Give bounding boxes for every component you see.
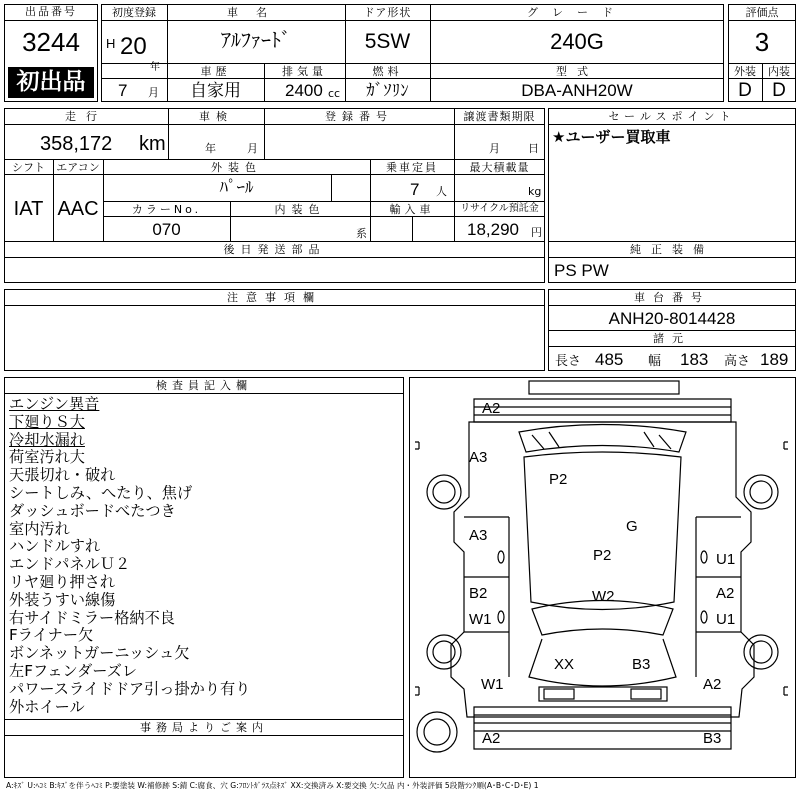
displacement-unit: cc xyxy=(328,87,341,100)
exterior-score-label: 外装 xyxy=(734,65,756,78)
damage-left-w: W1 xyxy=(469,611,492,628)
inspector-note: 荷室汚れ大 xyxy=(9,448,85,467)
inspector-note: Fライナー欠 xyxy=(9,626,94,645)
damage-left-b: B2 xyxy=(469,585,488,602)
damage-mid-left: A3 xyxy=(469,527,488,544)
import-label: 輸入車 xyxy=(389,203,435,216)
bracket-lower-left xyxy=(415,687,419,695)
exterior-score: D xyxy=(738,80,752,101)
capacity-unit: 人 xyxy=(436,185,447,198)
inspector-note: 下廻りＳ大 xyxy=(9,412,85,431)
inspector-label: 検査員記入欄 xyxy=(156,379,252,392)
max-load-unit: kg xyxy=(528,185,542,198)
inspector-note: 外装うすい線傷 xyxy=(9,590,116,609)
front-grille-right xyxy=(631,689,661,699)
wheel-front-right xyxy=(744,635,778,669)
transfer-month-unit: 月 xyxy=(489,142,500,155)
recycle-value: 18,290 xyxy=(467,220,519,239)
equipment-label: 純正装備 xyxy=(630,243,714,256)
width-label: 幅 xyxy=(648,354,662,369)
exterior-color-label: 外装色 xyxy=(211,161,262,174)
damage-front-left-w: W1 xyxy=(481,676,504,693)
deferred-parts-label: 後日発送部品 xyxy=(223,243,326,256)
damage-rear-top: A2 xyxy=(482,400,501,417)
grade-label: グレード xyxy=(527,6,627,19)
equipment-value: PS PW xyxy=(554,261,609,280)
inspector-note: リヤ廻り押され xyxy=(9,572,116,591)
spare-wheel xyxy=(417,712,457,752)
wheel-rear-right xyxy=(744,475,778,509)
sales-point-label: セールスポイント xyxy=(608,110,736,123)
inspector-note: エンジン異音 xyxy=(9,395,100,413)
inspector-note: パワースライドドア引っ掛かり有り xyxy=(9,679,251,698)
car-name-label: 車名 xyxy=(227,6,285,19)
score-label: 評価点 xyxy=(745,6,779,19)
lot-label: 出品番号 xyxy=(25,5,77,18)
fuel-value: ｶﾞｿﾘﾝ xyxy=(366,81,409,100)
chassis-value: ANH20-8014428 xyxy=(608,309,736,328)
aircon-value: AAC xyxy=(57,198,99,220)
door-handle-left-1 xyxy=(498,551,504,563)
caution-label: 注意事項欄 xyxy=(227,291,322,304)
inspector-note: 室内汚れ xyxy=(9,519,70,538)
doors-label: ドア形状 xyxy=(363,6,412,19)
lot-number: 3244 xyxy=(22,27,80,57)
length-value: 485 xyxy=(595,350,624,369)
interior-score: D xyxy=(772,80,786,101)
displacement-label: 排気量 xyxy=(282,65,327,78)
history-value: 自家用 xyxy=(190,81,241,100)
damage-bottom-left: A2 xyxy=(482,730,501,747)
door-handle-right-1 xyxy=(701,551,707,563)
bracket-upper-left xyxy=(415,442,419,449)
model-value: DBA-ANH20W xyxy=(521,81,633,100)
inspector-notes xyxy=(9,396,399,716)
score-value: 3 xyxy=(754,27,770,57)
inspection-label: 車検 xyxy=(199,110,233,123)
sales-point-value: ★ユーザー買取車 xyxy=(552,128,671,146)
damage-floor: P2 xyxy=(593,547,612,564)
capacity-value: 7 xyxy=(410,180,420,199)
specs-label: 諸元 xyxy=(653,332,691,345)
inspector-note: ダッシュボードべたつき xyxy=(9,501,176,520)
interior-score-label: 内装 xyxy=(768,65,790,78)
max-load-label: 最大積載量 xyxy=(469,161,530,174)
plate-label: 登録番号 xyxy=(325,110,393,123)
fuel-label: 燃料 xyxy=(372,65,403,78)
damage-right-u: U1 xyxy=(716,611,736,628)
inspector-note: 右サイドミラー格納不良 xyxy=(9,608,175,627)
damage-front-right-a: A2 xyxy=(703,676,722,693)
rear-bumper-band xyxy=(474,399,731,422)
hood xyxy=(529,639,676,686)
history-label: 車歴 xyxy=(200,65,231,78)
length-label: 長さ xyxy=(555,354,582,369)
damage-right-upper: U1 xyxy=(716,551,736,568)
mileage-unit: km xyxy=(139,133,166,155)
body-outline xyxy=(451,422,754,717)
registration-month: 7 xyxy=(118,81,128,100)
car-name-value: ｱﾙﾌｧｰﾄﾞ xyxy=(221,30,291,52)
door-handle-right-2 xyxy=(701,611,707,623)
color-no-label: カラーNo. xyxy=(131,203,202,216)
rear-window xyxy=(519,425,686,453)
registration-year: 20 xyxy=(120,33,147,60)
front-bumper-band xyxy=(474,707,731,749)
mileage-value: 358,172 xyxy=(40,133,113,155)
aircon-label: エアコン xyxy=(56,161,100,174)
inspector-note: 天張切れ・破れ xyxy=(9,466,116,485)
inspection-month-unit: 月 xyxy=(247,142,258,155)
registration-month-unit: 月 xyxy=(148,86,159,99)
capacity-label: 乗車定員 xyxy=(386,161,438,174)
mileage-label: 走行 xyxy=(65,110,107,123)
damage-center-w: W2 xyxy=(592,588,615,605)
registration-year-unit: 年 xyxy=(150,62,160,73)
wheel-rear-left xyxy=(427,475,461,509)
damage-rear-left: A3 xyxy=(469,449,488,466)
rear-bumper-top xyxy=(529,381,679,394)
front-grille-left xyxy=(544,689,574,699)
color-no-value: 070 xyxy=(152,220,181,239)
bracket-upper-right xyxy=(784,442,788,449)
damage-right-a: A2 xyxy=(716,585,735,602)
model-label: 型式 xyxy=(556,65,598,78)
damage-glass: G xyxy=(626,518,638,535)
width-value: 183 xyxy=(680,350,709,369)
damage-b3: B3 xyxy=(632,656,651,673)
exterior-color-value: ﾊﾟｰﾙ xyxy=(219,178,254,197)
door-handle-left-2 xyxy=(498,611,504,623)
inspection-year-unit: 年 xyxy=(205,142,216,155)
inspector-note: ハンドルすれ xyxy=(9,537,101,556)
recycle-label: リサイクル預託金 xyxy=(460,203,539,214)
inspector-note: 左Fフェンダーズレ xyxy=(9,661,138,680)
interior-color-label: 内装色 xyxy=(274,203,326,216)
office-notice-label: 事務局よりご案内 xyxy=(140,721,268,734)
height-label: 高さ xyxy=(724,354,751,369)
roof xyxy=(524,452,681,610)
damage-xx: XX xyxy=(554,656,575,673)
car-diagram xyxy=(409,377,796,778)
inspector-note: シートしみ、へたり、焦げ xyxy=(9,483,193,502)
shift-value: IAT xyxy=(13,198,44,220)
bracket-lower-right xyxy=(784,687,788,695)
transfer-day-unit: 日 xyxy=(528,142,539,155)
registration-label: 初度登録 xyxy=(112,6,156,19)
shift-label: シフト xyxy=(12,161,45,174)
height-value: 189 xyxy=(760,350,789,369)
chassis-label: 車台番号 xyxy=(634,291,710,304)
wheel-front-left xyxy=(427,635,461,669)
displacement-value: 2400 xyxy=(285,81,323,100)
registration-era: H xyxy=(106,36,116,51)
damage-roof: P2 xyxy=(549,471,568,488)
transfer-deadline-label: 譲渡書類期限 xyxy=(463,110,536,123)
inspector-note: エンドパネルＵ２ xyxy=(9,555,131,574)
legend-text: A:ｷｽﾞ U:ﾍｺﾐ B:ｷｽﾞを伴うﾍｺﾐ P:要塗装 W:補修跡 S:錆 C:腐食、穴 G:ﾌﾛﾝﾄｶﾞﾗｽ点ｷｽﾞ XX:交換済み X:要交換 欠:欠品 内・外装評価 5段階ﾗﾝｸ順(A･B･C･D･E) 1 xyxy=(6,781,539,790)
rear-glass-inner xyxy=(532,432,671,449)
recycle-unit: 円 xyxy=(531,226,542,239)
inspector-note: ボンネットガーニッシュ欠 xyxy=(9,644,190,663)
grade-value: 240G xyxy=(550,29,604,54)
inspector-note: 外ホイール xyxy=(9,697,85,716)
damage-bottom-right: B3 xyxy=(703,730,722,747)
inspector-note: 冷却水漏れ xyxy=(9,430,85,449)
interior-color-unit: 系 xyxy=(356,227,367,240)
doors-value: 5SW xyxy=(364,30,411,53)
first-listing-text: 初出品 xyxy=(16,69,86,95)
